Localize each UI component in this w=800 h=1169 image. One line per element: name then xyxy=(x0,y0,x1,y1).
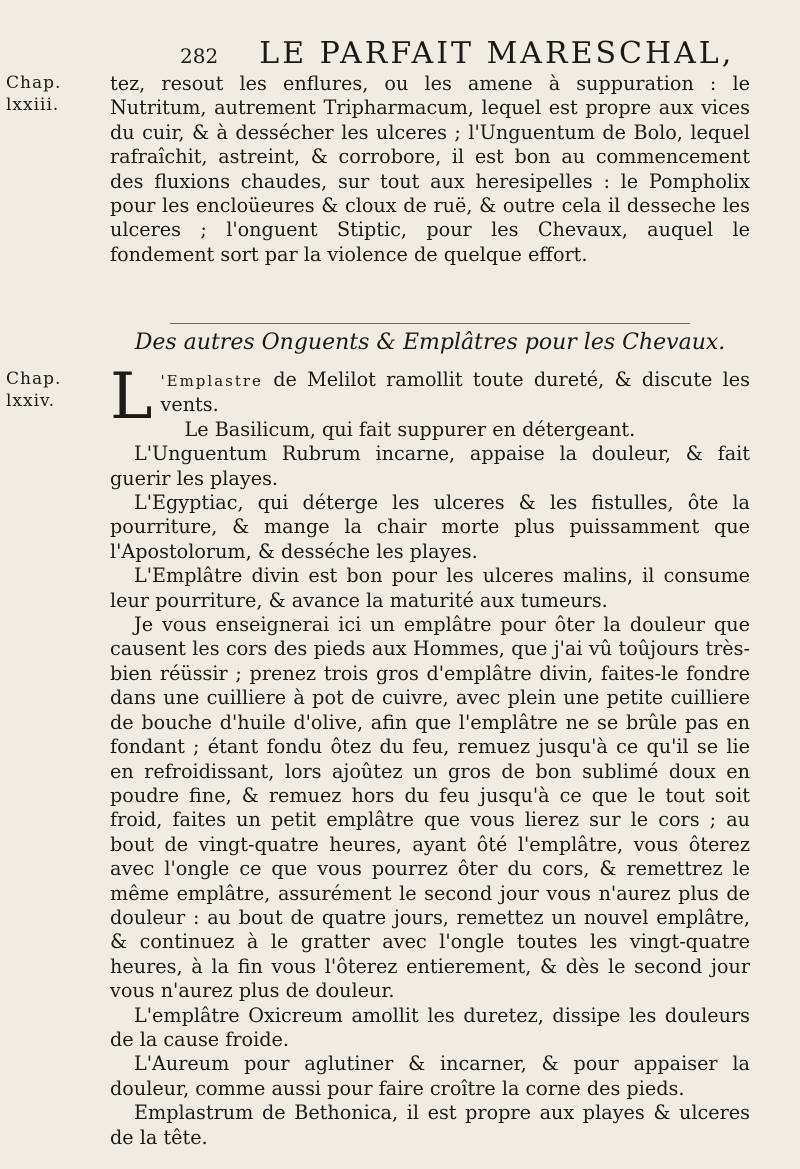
margin-note-chap-label: Chap. xyxy=(6,73,62,93)
section-title: Des autres Onguents & Emplâtres pour les Chevaux. xyxy=(134,330,726,355)
drop-cap: L xyxy=(110,360,153,434)
opening-word: 'Emplastre xyxy=(160,372,263,390)
continued-paragraph: tez, resout les enflures, ou les amene à suppuration : le Nutritum, autrement Tripharmacum, lequel est propre aux vices du cuir, & à dessécher les ulceres ; l'Unguentum de Bolo, lequel rafraîchit, astreint, & corrobore, il est bon au commencement des fluxions chaudes, sur tout aux heresipelles : le Pompholix pour les encloüeures & cloux de ruë, & outre cela il desseche les ulceres ; l'onguent Stiptic, pour les Chevaux, auquel le fondement sort par la violence de quelque effort. xyxy=(110,72,750,266)
paragraph: Je vous enseignerai ici un emplâtre pour ôter la douleur que causent les cors des pieds aux Hommes, que j'ai vû toûjours très-bien réüssir ; prenez trois gros d'emplâtre divin, faites-le fondre dans une cuilliere à pot de cuivre, avec plein une petite cuilliere de bouche d'huile d'olive, afin que l'emplâtre ne se brûle pas en fondant ; étant fondu ôtez du feu, remuez jusqu'à ce qu'il se lie en refroidissant, lors ajoûtez un gros de bon sublimé doux en poudre fine, & remuez hors du feu jusqu'à ce que le tout soit froid, faites un petit emplâtre que vous lierez sur le cors ; au bout de vingt-quatre heures, ayant ôté l'emplâtre, vous ôterez avec l'ongle ce que vous pourrez ôter du cors, & remettrez le même emplâtre, assurément le second jour vous n'aurez plus de douleur : au bout de quatre jours, remettez un nouvel emplâtre, & continuez à le gratter avec l'ongle toutes les vingt-quatre heures, à la fin vous l'ôterez entierement, & dès le second jour vous n'aurez plus de douleur. xyxy=(110,613,750,1003)
margin-note-chap-label: Chap. xyxy=(6,369,62,389)
margin-note-chapter-74 xyxy=(6,368,61,412)
paragraph: L'emplâtre Oxicreum amollit les duretez, dissipe les douleurs de la cause froide. xyxy=(110,1003,750,1051)
running-title: LE PARFAIT MARESCHAL, xyxy=(259,36,735,71)
page-number: 282 xyxy=(180,44,219,68)
margin-note-chap-number: lxxiii. xyxy=(6,95,60,115)
continued-text-block xyxy=(110,72,750,267)
paragraph: L'Unguentum Rubrum incarne, appaise la douleur, & fait guerir les playes. xyxy=(110,442,750,490)
paragraph: L'Egyptiac, qui déterge les ulceres & les fistulles, ôte la pourriture, & mange la chair morte plus puissamment que l'Apostolorum, & desséche les playes. xyxy=(110,491,750,563)
paragraph: L'Emplâtre divin est bon pour les ulceres malins, il consume leur pourriture, & avance la maturité aux tumeurs. xyxy=(110,564,750,612)
section-divider xyxy=(170,323,690,324)
paragraph: Le Basilicum, qui fait suppurer en détergeant. xyxy=(184,417,636,441)
paragraph: L'Aureum pour aglutiner & incarner, & pour appaiser la douleur, comme aussi pour faire croître la corne des pieds. xyxy=(110,1052,750,1100)
opening-text: de Melilot ramollit toute dureté, & discute les vents. xyxy=(160,368,750,417)
page-header xyxy=(180,36,734,71)
paragraph: Emplastrum de Bethonica, il est propre aux playes & ulceres de la tête. xyxy=(110,1101,750,1149)
margin-note-chapter-73 xyxy=(6,72,61,116)
margin-note-chap-number: lxxiv. xyxy=(6,391,56,411)
section-body xyxy=(110,360,750,1150)
